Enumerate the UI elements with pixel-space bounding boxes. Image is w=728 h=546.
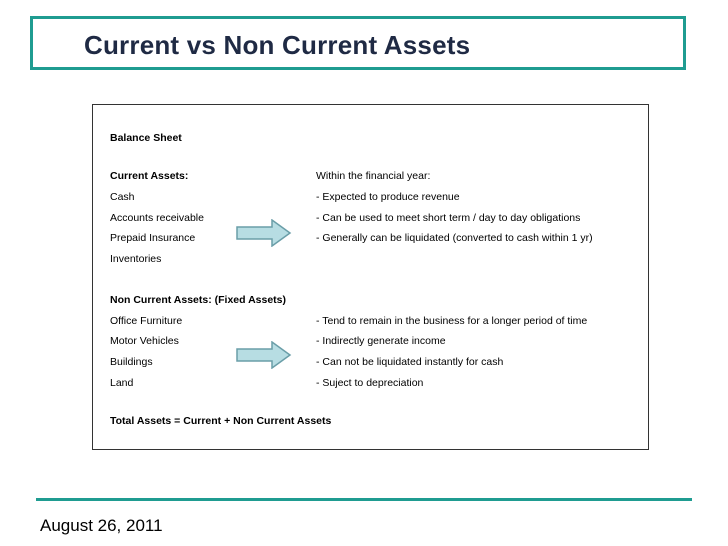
slide-date: August 26, 2011	[40, 516, 163, 535]
non-current-asset-item: Land	[110, 377, 134, 389]
current-asset-item: Accounts receivable	[110, 212, 204, 224]
right-arrow-icon	[236, 341, 292, 369]
non-current-assets-label: Non Current Assets: (Fixed Assets)	[110, 294, 287, 306]
total-assets-formula: Total Assets = Current + Non Current Assets	[110, 415, 332, 427]
non-current-asset-item: Office Furniture	[110, 315, 183, 327]
non-current-asset-item: Buildings	[110, 356, 153, 368]
footer-divider	[36, 498, 692, 501]
balance-sheet-box	[92, 104, 649, 450]
non-current-note: - Tend to remain in the business for a longer period of time	[316, 315, 588, 327]
non-current-note: - Can not be liquidated instantly for cash	[316, 356, 504, 368]
current-notes-heading: Within the financial year:	[316, 170, 431, 182]
current-asset-item: Cash	[110, 191, 135, 203]
non-current-note: - Indirectly generate income	[316, 335, 446, 347]
current-asset-item: Prepaid Insurance	[110, 232, 196, 244]
current-assets-label: Current Assets:	[110, 170, 189, 182]
current-note: - Generally can be liquidated (converted to cash within 1 yr)	[316, 232, 593, 244]
non-current-note: - Suject to depreciation	[316, 377, 424, 389]
non-current-asset-item: Motor Vehicles	[110, 335, 179, 347]
current-note: - Expected to produce revenue	[316, 191, 460, 203]
current-note: - Can be used to meet short term / day to day obligations	[316, 212, 581, 224]
right-arrow-icon	[236, 219, 292, 247]
slide-title: Current vs Non Current Assets	[84, 30, 471, 60]
current-asset-item: Inventories	[110, 253, 162, 265]
balance-sheet-heading: Balance Sheet	[110, 132, 182, 144]
